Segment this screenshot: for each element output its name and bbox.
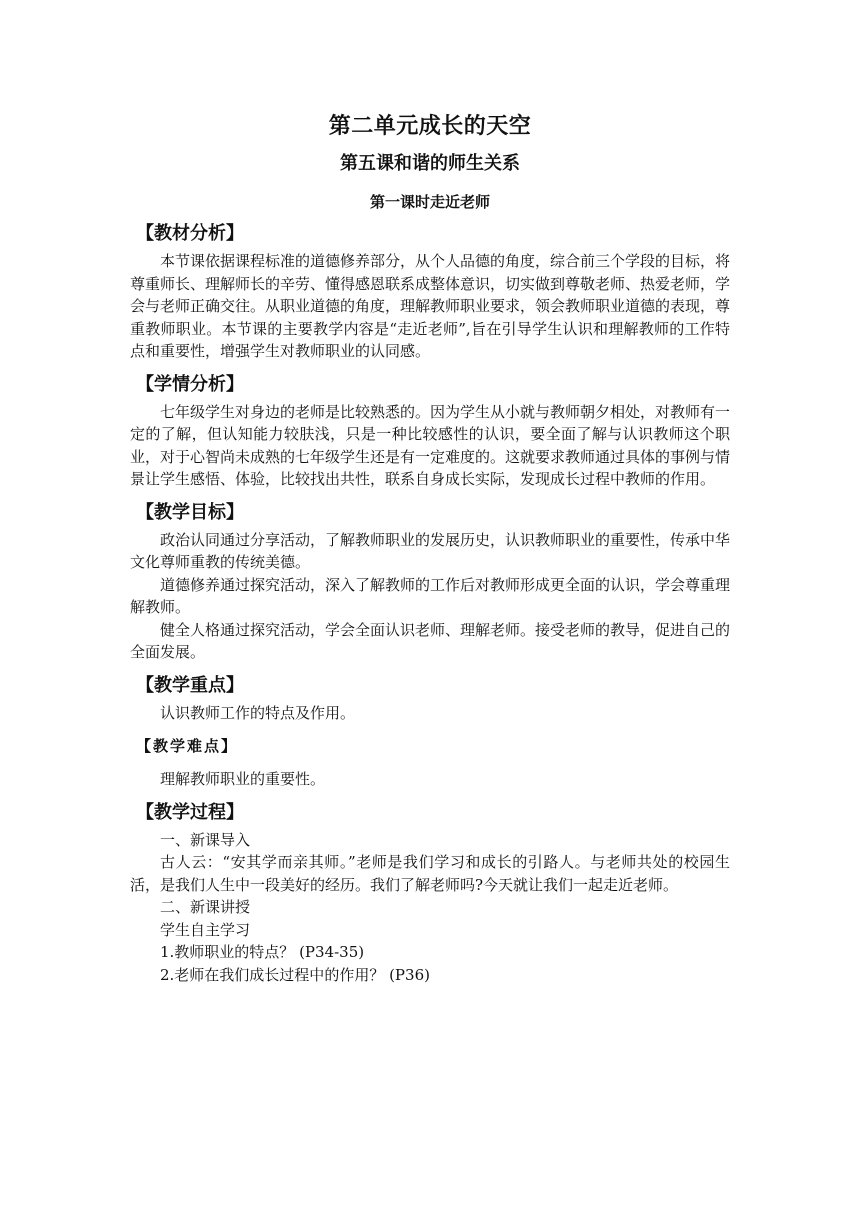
- section-difficulties: [130, 732, 730, 791]
- unit-title: 第二单元成长的天空: [328, 114, 532, 139]
- section-heading: 【教学难点】: [136, 737, 239, 755]
- goal-item: 政治认同通过分享活动，了解教师职业的发展历史，认识教师职业的重要性，传承中华文化尊师重教的传统美德。: [130, 530, 731, 571]
- lesson-title: 第五课和谐的师生关系: [340, 153, 520, 174]
- process-line: 古人云：“安其学而亲其师。”老师是我们学习和成长的引路人。与老师共处的校园生活，是我们人生中一段美好的经历。我们了解老师吗?今天就让我们一起走近老师。: [130, 853, 730, 894]
- section-heading: 【教学目标】: [136, 501, 244, 523]
- paragraph: 理解教师职业的重要性。: [160, 770, 326, 788]
- section-heading: 【教学过程】: [136, 801, 244, 823]
- section-heading: 【教材分析】: [136, 223, 244, 244]
- process-line: 1.教师职业的特点？ (P34-35): [160, 943, 365, 961]
- process-line: 学生自主学习: [160, 920, 251, 939]
- process-line: 一、新课导入: [160, 830, 251, 849]
- process-line: 2.老师在我们成长过程中的作用？ (P36): [160, 965, 430, 984]
- paragraph: 七年级学生对身边的老师是比较熟悉的。因为学生从小就与教师朝夕相处，对教师有一定的了解，但认知能力较肤浅，只是一种比较感性的认识，要全面了解与认识教师这个职业，对于心智尚未成熟的七年级学生还是有一定难度的。这就要求教师通过具体的事例与情景让学生感悟、体验，比较找出共性，联系自身成长实际，发现成长过程中教师的作用。: [130, 402, 731, 488]
- section-students: [130, 371, 730, 491]
- section-materials: [130, 220, 730, 363]
- section-heading: 【学情分析】: [136, 373, 244, 395]
- goal-item: 道德修养通过探究活动，深入了解教师的工作后对教师形成更全面的认识，学会尊重理解教师。: [130, 575, 731, 616]
- paragraph: 本节课依据课程标准的道德修养部分，从个人品德的角度，综合前三个学段的目标，将尊重师长、理解师长的辛劳、懂得感恩联系成整体意识，切实做到尊敬老师、热爱老师，学会与老师正确交往。从职业道德的角度，理解教师职业要求，领会教师职业道德的表现，尊重教师职业。本节课的主要教学内容是“走近老师”,旨在引导学生认识和理解教师的工作特点和重要性，增强学生对教师职业的认同感。: [130, 252, 731, 360]
- section-goals: [130, 499, 730, 664]
- section-heading: 【教学重点】: [136, 674, 244, 696]
- process-line: 二、新课讲授: [160, 898, 251, 916]
- period-title: 第一课时走近老师: [369, 193, 490, 211]
- section-process: [130, 799, 730, 987]
- paragraph: 认识教师工作的特点及作用。: [160, 703, 356, 722]
- goal-item: 健全人格通过探究活动，学会全面认识老师、理解老师。接受老师的教导，促进自己的全面发展。: [130, 620, 731, 661]
- section-key-points: [130, 672, 730, 725]
- document-page: [130, 112, 730, 994]
